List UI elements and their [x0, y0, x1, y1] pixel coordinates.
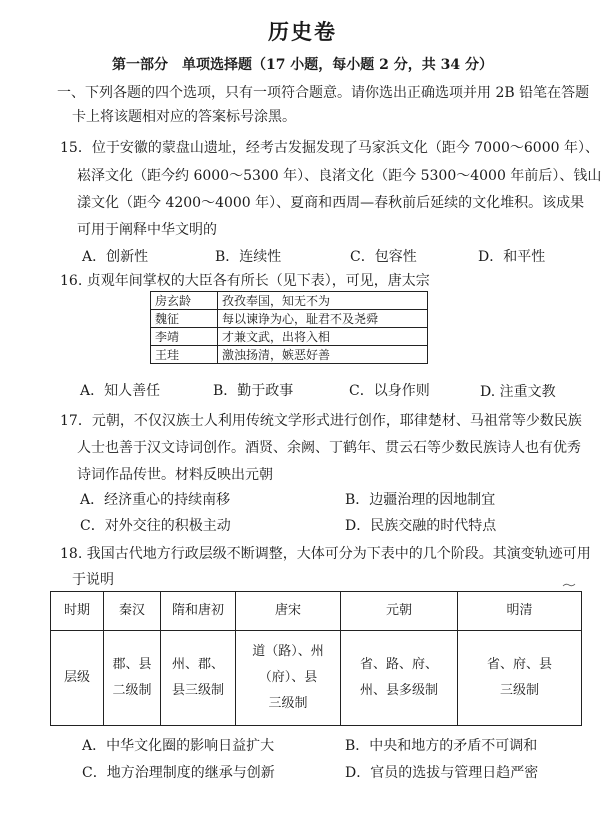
- cell-line: 三级制: [268, 696, 308, 711]
- q15-line-2: 崧泽文化（距今约 6000～5300 年）、良渚文化（距今 5300～4000 年前后）、钱山: [77, 168, 602, 184]
- q17-line-2: 人士也善于汉文诗词创作。酒贤、余阙、丁鹤年、贯云石等少数民族诗人也有优秀: [77, 440, 581, 456]
- q15-option-d: D．和平性: [478, 249, 546, 265]
- minister-name: 王珪: [151, 346, 218, 364]
- cell-line: 道（路）、州: [252, 644, 324, 659]
- q17-option-b: B．边疆治理的因地制宜: [345, 492, 496, 508]
- q16-option-c: C．以身作则: [349, 383, 430, 399]
- section-header: 第一部分 单项选择题（17 小题，每小题 2 分，共 34 分）: [111, 57, 494, 73]
- minister-trait: 激浊扬清，嫉恶好善: [218, 346, 428, 364]
- table-row: [51, 631, 582, 726]
- q17-option-a: A．经济重心的持续南移: [80, 492, 231, 508]
- q15-line-3: 漾文化（距今 4200～4000 年）、夏商和西周—春秋前后延续的文化堆积。该成果: [77, 195, 585, 211]
- cell-line: 州、郡、: [171, 657, 224, 672]
- q16-table: [150, 291, 428, 364]
- cell-line: 二级制: [112, 683, 152, 698]
- table-cell: [458, 631, 582, 726]
- q16-option-a: A．知人善任: [80, 383, 161, 399]
- q18-line-1: 18. 我国古代地方行政层级不断调整，大体可分为下表中的几个阶段。其演变轨迹可用: [60, 546, 591, 562]
- q17-line-3: 诗词作品传世。材料反映出元朝: [77, 467, 273, 483]
- cell-line: 省、府、县: [486, 657, 552, 672]
- table-row: [151, 292, 428, 310]
- cell-line: 州、县多级制: [359, 683, 438, 698]
- minister-name: 魏征: [151, 310, 218, 328]
- header-cell: 秦汉: [104, 592, 161, 631]
- q18-option-c: C．地方治理制度的继承与创新: [82, 765, 275, 781]
- header-cell: 唐宋: [236, 592, 341, 631]
- table-cell: [104, 631, 161, 726]
- table-cell: [341, 631, 458, 726]
- q16-stem: 16. 贞观年间掌权的大臣各有所长（见下表），可见，唐太宗: [60, 273, 430, 289]
- q15-line-1: 15．位于安徽的蒙盘山遗址，经考古发掘发现了马家浜文化（距今 7000～6000 年）、: [60, 140, 599, 156]
- q17-option-d: D．民族交融的时代特点: [345, 518, 497, 534]
- minister-name: 李靖: [151, 328, 218, 346]
- minister-trait: 才兼文武，出将入相: [218, 328, 428, 346]
- q18-option-d: D．官员的选拔与管理日趋严密: [345, 765, 539, 781]
- minister-trait: 每以谏诤为心，耻君不及尧舜: [218, 310, 428, 328]
- q18-option-b: B．中央和地方的矛盾不可调和: [345, 738, 538, 754]
- table-cell: [161, 631, 236, 726]
- q18-line-2: 于说明: [72, 572, 114, 588]
- q15-option-b: B．连续性: [215, 249, 282, 265]
- q17-option-c: C．对外交往的积极主动: [80, 518, 231, 534]
- q15-option-a: A．创新性: [82, 249, 149, 265]
- header-cell: 隋和唐初: [161, 592, 236, 631]
- q16-option-b: B．勤于政事: [213, 383, 294, 399]
- header-cell: 元朝: [341, 592, 458, 631]
- cell-line: 三级制: [499, 683, 539, 698]
- header-cell: 明清: [458, 592, 582, 631]
- cell-line: 县三级制: [171, 683, 224, 698]
- table-row: [151, 346, 428, 364]
- table-cell: [236, 631, 341, 726]
- q18-option-a: A．中华文化圈的影响日益扩大: [82, 738, 275, 754]
- q15-line-4: 可用于阐释中华文明的: [77, 222, 217, 238]
- pen-mark-icon: [562, 582, 576, 588]
- cell-line: 郡、县: [112, 657, 152, 672]
- q18-table: [50, 591, 582, 726]
- instruction-line-2: 卡上将该题相对应的答案标号涂黑。: [72, 109, 296, 125]
- minister-trait: 孜孜奉国，知无不为: [218, 292, 428, 310]
- q16-option-d: D. 注重文教: [480, 384, 556, 400]
- q15-option-c: C．包容性: [350, 249, 417, 265]
- row-label: 层级: [51, 631, 104, 726]
- cell-line: （府）、县: [258, 670, 318, 685]
- q17-line-1: 17．元朝，不仅汉族士人利用传统文学形式进行创作，耶律楚材、马祖常等少数民族: [60, 413, 582, 429]
- table-header-row: [51, 592, 582, 631]
- page-title: 历史卷: [268, 19, 337, 44]
- instruction-line-1: 一、下列各题的四个选项，只有一项符合题意。请你选出正确选项并用 2B 铅笔在答题: [57, 85, 590, 101]
- table-row: [151, 310, 428, 328]
- header-cell: 时期: [51, 592, 104, 631]
- cell-line: 省、路、府、: [359, 657, 438, 672]
- table-row: [151, 328, 428, 346]
- minister-name: 房玄龄: [151, 292, 218, 310]
